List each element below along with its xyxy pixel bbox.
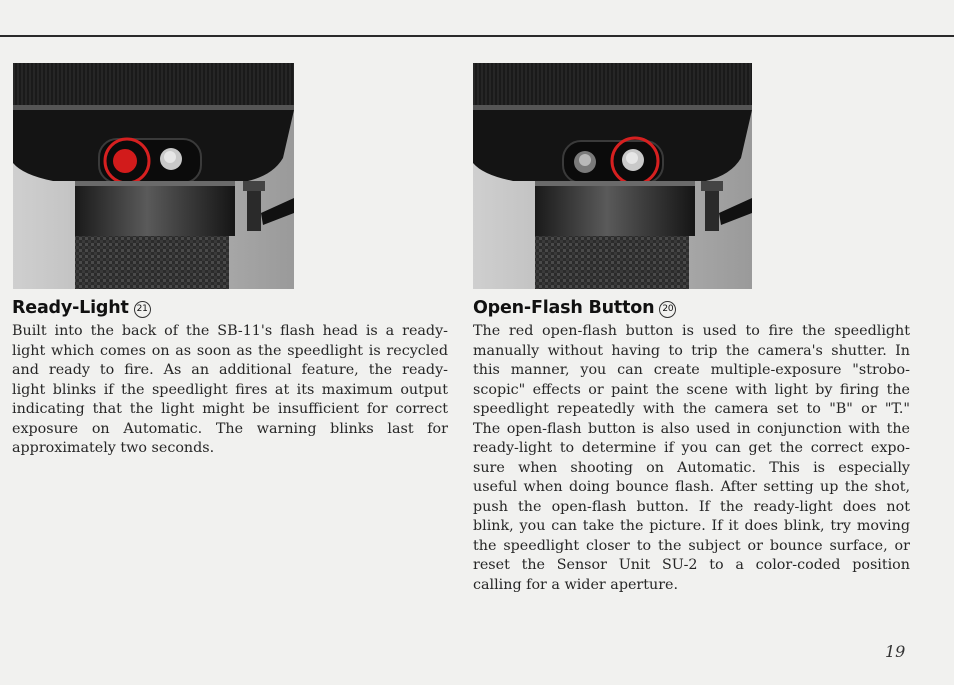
open-flash-button-photo [473,63,752,289]
ready-light-heading [12,298,151,318]
text-line: light which comes on as soon as the speedlight is recycled [12,342,448,359]
open-flash-button-heading [473,298,676,318]
ready-light-photo [13,63,294,289]
text-line: manually without having to trip the camera's shutter. In [473,342,910,359]
top-rule [0,35,954,37]
page-number: 19 [885,642,906,661]
text-line: speedlight repeatedly with the camera set to "B" or "T." [473,401,910,417]
text-line: exposure on Automatic. The warning blinks last for [12,420,448,437]
open-flash-heading-text: Open-Flash Button [473,298,655,318]
text-line: push the open-flash button. If the ready-light does not [473,498,910,515]
text-line: light blinks if the speedlight fires at its maximum output [12,381,448,398]
text-line: sure when shooting on Automatic. This is especially [473,459,910,476]
text-line: approximately two seconds. [12,440,215,456]
text-line: this manner, you can create multiple-exposure "strobo- [473,362,910,378]
text-line: The open-flash button is also used in conjunction with the [473,420,910,437]
text-line: ready-light to determine if you can get the correct expo- [473,440,910,456]
ready-light-heading-text: Ready-Light [12,298,129,318]
text-line: reset the Sensor Unit SU-2 to a color-coded position [473,557,910,573]
text-line: and ready to fire. As an additional feature, the ready- [12,362,448,378]
text-line: calling for a wider aperture. [473,576,679,593]
open-flash-button-description [473,322,910,595]
text-line: useful when doing bounce flash. After setting up the shot, [473,479,910,495]
text-line: blink, you can take the picture. If it does blink, try moving [473,518,910,534]
text-line: indicating that the light might be insufficient for correct [12,401,448,417]
ready-light-description [12,322,448,459]
ref-number-badge: 21 [134,301,151,318]
ref-number-badge: 20 [659,301,676,318]
text-line: Built into the back of the SB-11's flash head is a ready- [12,323,448,339]
text-line: scopic" effects or paint the scene with light by firing the [473,381,910,398]
text-line: The red open-flash button is used to fire the speedlight [473,323,910,339]
text-line: the speedlight closer to the subject or bounce surface, or [473,537,910,554]
